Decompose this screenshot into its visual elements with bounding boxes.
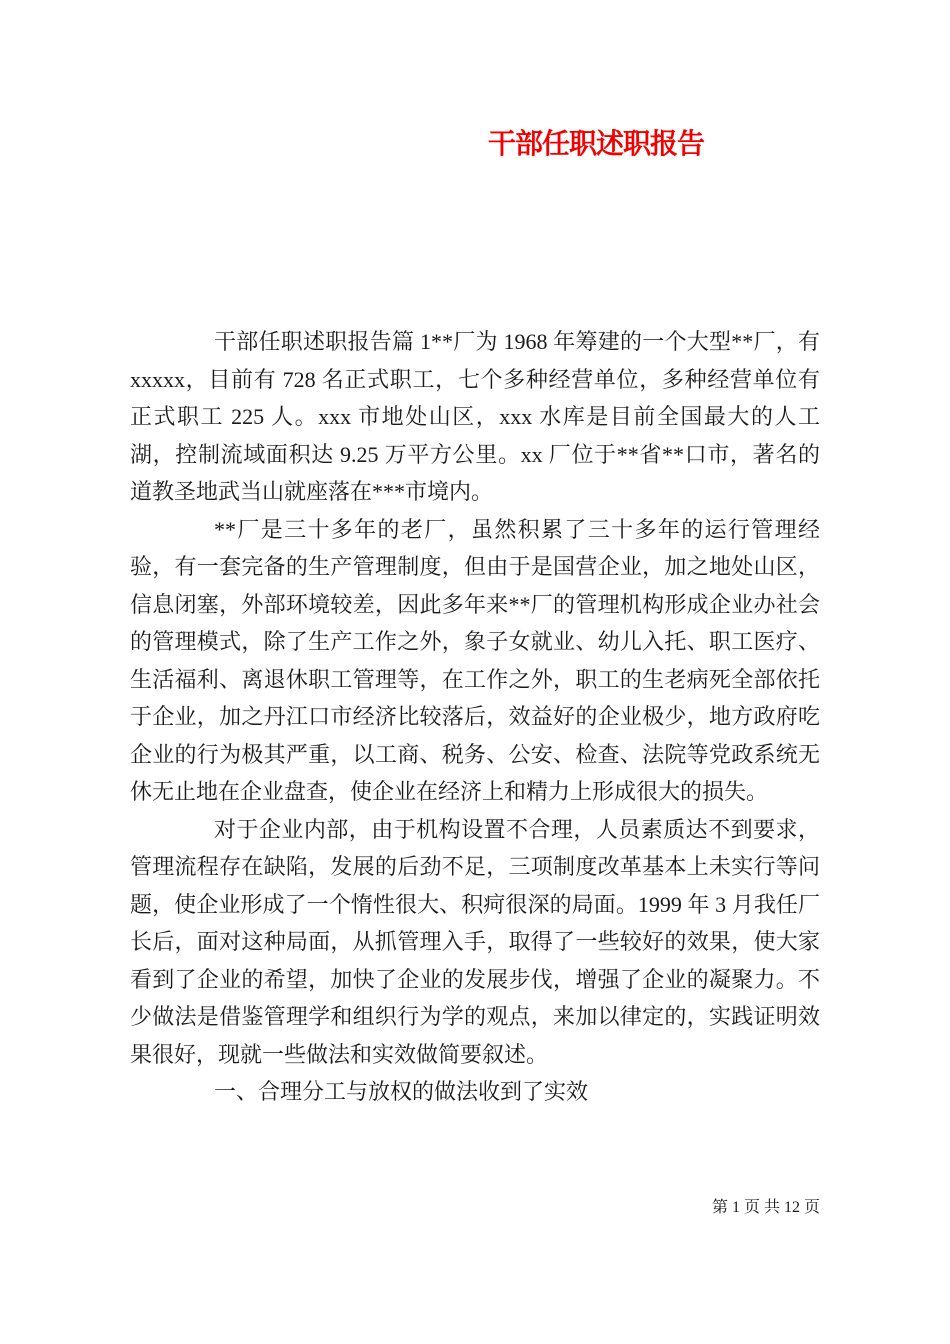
page-footer: [712, 1198, 820, 1218]
page-number: 第 1 页 共 12 页: [711, 1199, 820, 1216]
document-body: [130, 323, 820, 1111]
paragraph: **厂是三十多年的老厂，虽然积累了三十多年的运行管理经验，有一套完备的生产管理制度，但由于是国营企业，加之地处山区，信息闭塞，外部环境较差，因此多年来**厂的管理机构形成企业办社会的管理模式，除了生产工作之外，象子女就业、幼儿入托、职工医疗、生活福利、离退休职工管理等，在工作之外，职工的生老病死全部依托于企业，加之丹江口市经济比较落后，效益好的企业极少，地方政府吃企业的行为极其严重，以工商、税务、公安、检查、法院等党政系统无休无止地在企业盘查，使企业在经济上和精力上形成很大的损失。: [130, 516, 820, 804]
paragraph: 干部任职述职报告篇 1**厂为 1968 年筹建的一个大型**厂，有 xxxxx，目前有 728 名正式职工，七个多种经营单位，多种经营单位有正式职工 225 人。xxx 市地处山区，xxx 水库是目前全国最大的人工湖，控制流域面积达 9.25 万平方公里。xx 厂位于**省**口市，著名的道教圣地武当山就座落在***市境内。: [130, 329, 820, 504]
page-title: 干部任职述职报告: [488, 129, 705, 160]
section-heading: 一、合理分工与放权的做法收到了实效: [214, 1079, 589, 1104]
paragraph: 对于企业内部，由于机构设置不合理，人员素质达不到要求，管理流程存在缺陷，发展的后劲不足，三项制度改革基本上未实行等问题，使企业形成了一个惰性很大、积疴很深的局面。1999 年 3 月我任厂长后，面对这种局面，从抓管理入手，取得了一些较好的效果，使大家看到了企业的希望，加快了企业的发展步伐，增强了企业的凝聚力。不少做法是借鉴管理学和组织行为学的观点，来加以律定的，实践证明效果很好，现就一些做法和实效做简要叙述。: [130, 816, 820, 1067]
